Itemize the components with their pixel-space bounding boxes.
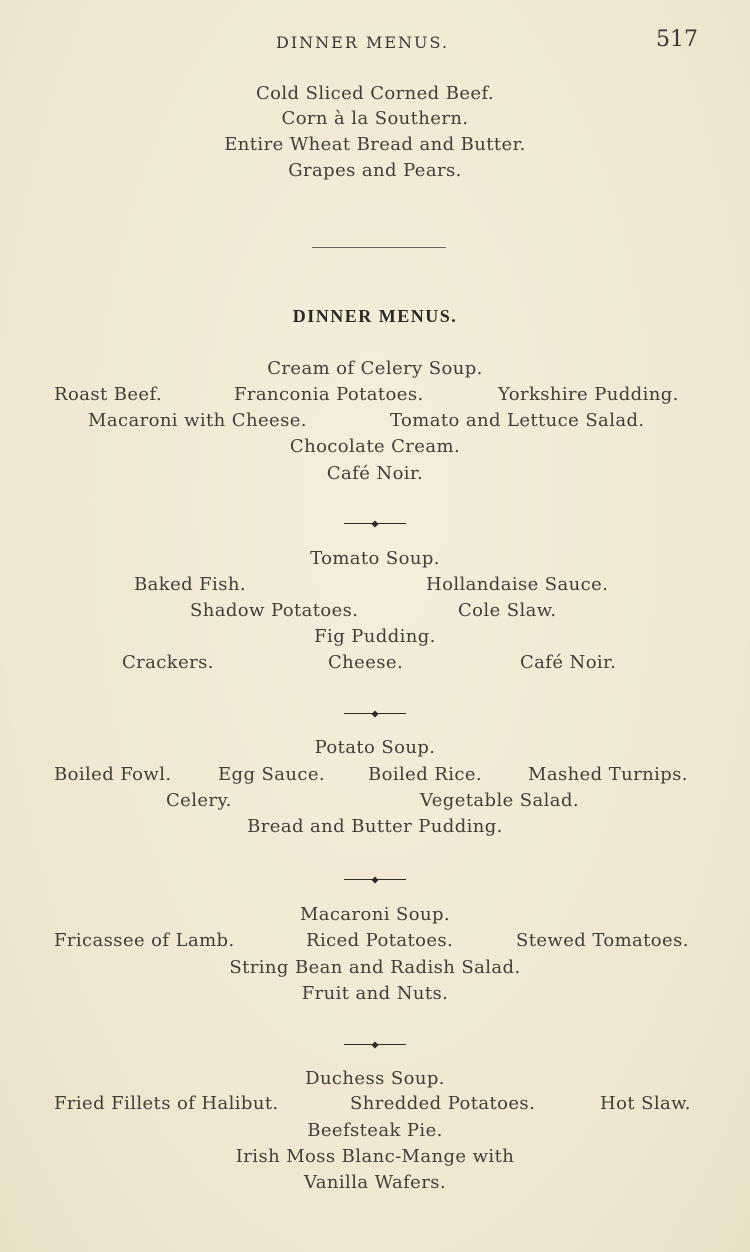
top-line-2: Corn à la Southern. xyxy=(281,108,469,129)
section-title: DINNER MENUS. xyxy=(292,306,458,326)
menu2-item: Crackers. xyxy=(122,652,214,673)
menu1-coffee: Café Noir. xyxy=(326,463,424,484)
menu1-item: Franconia Potatoes. xyxy=(234,384,424,405)
menu-divider xyxy=(0,869,750,879)
running-header: DINNER MENUS. xyxy=(276,33,449,52)
menu2-item: Baked Fish. xyxy=(134,574,246,595)
section-rule xyxy=(312,247,446,248)
menu3-item: Boiled Fowl. xyxy=(54,764,172,785)
page-number: 517 xyxy=(656,27,698,52)
menu5-soup: Duchess Soup. xyxy=(305,1068,445,1089)
menu1-dessert: Chocolate Cream. xyxy=(289,436,461,457)
menu2-item: Hollandaise Sauce. xyxy=(426,574,609,595)
menu3-item: Egg Sauce. xyxy=(218,764,326,785)
menu1-item: Roast Beef. xyxy=(54,384,162,405)
menu3-item: Mashed Turnips. xyxy=(528,764,688,785)
menu2-item: Cheese. xyxy=(328,652,404,673)
menu5-item: Shredded Potatoes. xyxy=(350,1093,536,1114)
menu2-item: Cole Slaw. xyxy=(458,600,557,621)
menu-divider xyxy=(0,703,750,713)
menu3-item: Boiled Rice. xyxy=(368,764,483,785)
menu1-item: Macaroni with Cheese. xyxy=(88,410,307,431)
menu2-soup: Tomato Soup. xyxy=(310,548,440,569)
menu5-item: Fried Fillets of Halibut. xyxy=(54,1093,279,1114)
top-line-4: Grapes and Pears. xyxy=(288,160,462,181)
menu5-pie: Beefsteak Pie. xyxy=(307,1120,443,1141)
menu4-dessert: Fruit and Nuts. xyxy=(301,983,449,1004)
menu3-dessert: Bread and Butter Pudding. xyxy=(247,816,503,837)
menu5-dessert-line2: Vanilla Wafers. xyxy=(304,1172,446,1193)
menu2-item: Café Noir. xyxy=(520,652,617,673)
top-line-1: Cold Sliced Corned Beef. xyxy=(255,83,494,104)
menu5-item: Hot Slaw. xyxy=(600,1093,691,1114)
menu2-item: Shadow Potatoes. xyxy=(190,600,359,621)
menu-divider xyxy=(0,1034,750,1044)
menu4-item: Fricassee of Lamb. xyxy=(54,930,235,951)
menu-divider xyxy=(0,513,750,523)
menu1-item: Tomato and Lettuce Salad. xyxy=(390,410,645,431)
menu4-salad: String Bean and Radish Salad. xyxy=(229,957,521,978)
menu3-soup: Potato Soup. xyxy=(314,737,436,758)
menu2-dessert: Fig Pudding. xyxy=(314,626,436,647)
menu4-item: Stewed Tomatoes. xyxy=(516,930,689,951)
menu1-soup: Cream of Celery Soup. xyxy=(267,358,483,379)
menu3-item: Celery. xyxy=(166,790,232,811)
menu1-item: Yorkshire Pudding. xyxy=(498,384,679,405)
menu3-item: Vegetable Salad. xyxy=(420,790,579,811)
menu4-item: Riced Potatoes. xyxy=(306,930,454,951)
menu4-soup: Macaroni Soup. xyxy=(299,904,451,925)
top-line-3: Entire Wheat Bread and Butter. xyxy=(224,134,526,155)
menu5-dessert-line1: Irish Moss Blanc-Mange with xyxy=(235,1146,515,1167)
